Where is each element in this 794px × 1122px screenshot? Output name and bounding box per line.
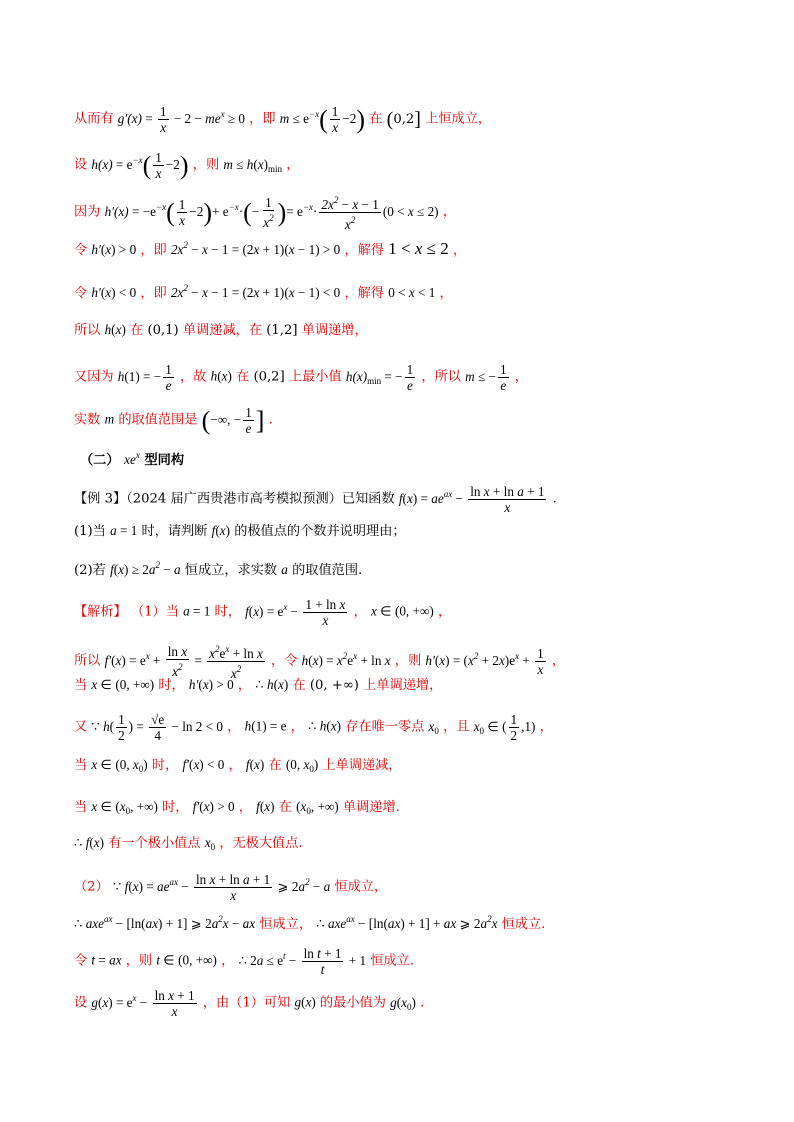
text: ，解得 <box>344 243 385 258</box>
text: 设 <box>74 995 88 1011</box>
formula: ∵ $f(x) = ae^{ax}$ − $\frac{\text{ln x + ln a + 1}}{x}$ ⩾ $2a^2 - a$ <box>112 872 331 903</box>
text: 当 <box>74 678 88 693</box>
text-line-6 <box>74 321 368 340</box>
formula: h(x) <box>210 368 232 384</box>
text: 存在唯一零点 <box>345 719 425 735</box>
text: ， <box>452 243 467 258</box>
text: 当 <box>74 800 88 815</box>
text: ， <box>353 604 367 620</box>
text: 当 <box>74 758 88 773</box>
formula: h′(x) > 0 <box>91 242 137 257</box>
formula: g′(x) = $\frac{1}{x}$ − $2 - me^x \ge 0$ <box>117 104 245 135</box>
formula: h(1) = e <box>244 718 287 734</box>
text: ，则 <box>125 953 153 969</box>
text: ，由（1）可知 <box>202 995 291 1011</box>
text: 恒成立， <box>259 917 313 932</box>
solution-line-3 <box>74 676 442 695</box>
formula: x ∈ (0, +∞) <box>371 603 434 619</box>
solution-line-4 <box>74 712 553 743</box>
text: 上单调递减， <box>322 758 402 773</box>
text: (1)当 <box>74 524 106 539</box>
text: 令 <box>74 953 88 969</box>
formula: $x_0$ <box>428 718 439 736</box>
text: ， <box>286 157 300 173</box>
text: ，且 <box>443 719 470 735</box>
formula: 0 < x < 1 <box>388 285 436 300</box>
text: 单调递增， <box>301 323 368 338</box>
text: ， <box>514 369 528 385</box>
text: 实数 <box>74 412 101 428</box>
formula: ∴ axe$^{ax}$ − [ln(ax) + 1] ⩾ $2a^2x$ − ax <box>74 914 256 931</box>
text: 上单调递增， <box>363 678 443 693</box>
text: 在 <box>268 758 282 773</box>
text: ，无极大值点. <box>219 836 303 851</box>
text: 设 <box>74 157 88 173</box>
solution-line-10 <box>74 946 414 977</box>
formula: ∵ h( $\frac{1}{2}$ ) = $\frac{√e}{4}$ − ln 2 < 0 <box>91 712 224 743</box>
text: 恒成立， <box>334 879 388 895</box>
formula: f′(x) > 0 <box>192 799 235 814</box>
text: 又 <box>74 719 88 735</box>
formula: h′(x) < 0 <box>91 285 137 300</box>
formula: (0,2] <box>253 369 285 385</box>
formula: ∴ f(x) <box>74 835 105 850</box>
formula: $h(x) = x^2e^x + \ln x$ <box>301 650 391 668</box>
formula: a <box>281 562 288 577</box>
text: ， <box>228 758 242 773</box>
text: ，解得 <box>344 286 385 301</box>
formula: a = 1 <box>183 603 211 619</box>
formula: (0,2] <box>386 108 421 131</box>
formula: $f(x) = ae^{ax}$ − $\frac{\text{ln x + ln a + 1}}{x}$ <box>398 484 545 515</box>
text: 从而有 <box>74 111 114 127</box>
formula: (0,1) <box>147 323 179 338</box>
formula: h(x) <box>104 322 126 337</box>
formula: f(x) <box>256 799 275 814</box>
formula: f(x) <box>211 523 230 538</box>
text-line-1 <box>74 104 491 135</box>
text: （二） <box>80 453 120 468</box>
section-heading <box>80 446 184 470</box>
text: ， <box>237 678 252 693</box>
solution-line-6 <box>74 798 400 820</box>
example-3 <box>74 484 557 515</box>
formula: $h(x) = e^{-x}$( $\frac{1}{x}$ −2) <box>91 150 189 181</box>
formula: $g(x_0)$ <box>390 994 416 1012</box>
text-line-4 <box>74 236 466 260</box>
text-line-2 <box>74 150 299 181</box>
text: 【解析】 <box>74 604 127 620</box>
text: 恒成立，求实数 <box>184 563 278 578</box>
formula: m <box>104 411 115 427</box>
text: ， <box>539 719 553 735</box>
text: ， <box>551 653 566 669</box>
formula: $h(x)_{min}$ = − $\frac{1}{e}$ <box>345 362 414 393</box>
formula: (0, $x_0$) <box>285 757 319 774</box>
formula: f′(x) < 0 <box>182 757 225 772</box>
solution-line-7 <box>74 834 303 856</box>
text: 恒成立. <box>370 953 415 969</box>
formula: $m \le h(x)_{min}$ <box>223 156 282 174</box>
formula: ∴ h(x) <box>255 677 289 692</box>
text-line-3 <box>74 193 456 232</box>
text: ，所以 <box>421 369 461 385</box>
text: 的取值范围. <box>292 563 363 578</box>
text: ，即 <box>140 243 167 258</box>
text: 上恒成立， <box>425 111 492 127</box>
question-2 <box>74 556 362 580</box>
text: ，令 <box>271 653 298 669</box>
formula: $2x^2 - x - 1 = (2x + 1)(x - 1) > 0$ <box>170 240 341 257</box>
formula: x ∈ (0, +∞) <box>91 677 155 692</box>
formula: g(x) <box>294 994 316 1010</box>
text: 【例 3】（2024 届广西贵港市高考模拟预测）已知函数 <box>74 491 395 507</box>
text: ， <box>227 719 241 735</box>
text: 时，请判断 <box>141 524 208 539</box>
formula: t ∈ (0, +∞) <box>156 952 217 968</box>
formula: $m \le e^{-x}$( $\frac{1}{x}$ −2) <box>279 104 366 135</box>
solution-line-8 <box>74 872 387 903</box>
text: ， <box>290 719 304 735</box>
text: 有一个极小值点 <box>108 836 201 851</box>
text: ，即 <box>249 111 276 127</box>
text: 时， <box>162 800 189 815</box>
formula: ∴ $2a \le e^t$ − $\frac{\text{ln t + 1}}{t}$ + 1 <box>238 946 367 977</box>
formula: (1,2] <box>266 323 298 338</box>
question-1 <box>74 522 406 541</box>
formula: h′(x) > 0 <box>188 677 234 692</box>
formula: f(x) <box>245 757 265 772</box>
formula: x ∈ (0, $x_0$) <box>91 757 148 774</box>
text: （1）当 <box>130 604 179 620</box>
text: ， <box>442 204 456 220</box>
text: 令 <box>74 286 88 301</box>
text: 在 <box>369 111 383 127</box>
formula: ∴ axe$^{ax}$ − [ln(ax) + 1] + ax ⩾ $2a^2x$ <box>316 914 498 931</box>
text: 上最小值 <box>288 369 342 385</box>
formula: $f(x) = e^x$ − $\frac{\text{1 + ln x}}{x}$ <box>245 597 346 628</box>
text: ，即 <box>140 286 167 301</box>
formula: ∴ h(x) <box>308 718 342 734</box>
text-line-8 <box>74 405 273 436</box>
text: ，则 <box>394 653 422 669</box>
text: ， <box>221 953 235 969</box>
text: 单调递增. <box>342 800 400 815</box>
formula: $f'(x) = e^x$ + $\frac{\text{ln x}}{x^2}$ = $\frac{x^2e^x + \ln x}{x^2}$ <box>104 644 263 681</box>
text: 恒成立. <box>501 917 546 932</box>
text: 的最小值为 <box>320 995 386 1011</box>
text: . <box>420 995 425 1011</box>
formula: $2x^2 - x - 1 = (2x + 1)(x - 1) < 0$ <box>170 283 341 300</box>
text: 所以 <box>74 323 101 338</box>
text: 所以 <box>74 653 101 669</box>
formula: h(1) = − $\frac{1}{e}$ <box>117 362 172 393</box>
text: ，故 <box>180 369 207 385</box>
formula: a = 1 <box>110 523 138 538</box>
formula: $h'(x) = (x^2 + 2x)e^x$ + $\frac{1}{x}$ <box>425 646 544 677</box>
text: 的取值范围是 <box>118 412 198 428</box>
text-line-5 <box>74 279 453 303</box>
formula: 1 < x ≤ 2 <box>388 239 449 258</box>
text: 时， <box>151 758 179 773</box>
text: 在 <box>292 678 306 693</box>
text-line-7 <box>74 362 528 393</box>
text: (2)若 <box>74 563 106 578</box>
formula: $x_0$ <box>204 835 216 852</box>
text: . <box>552 491 557 507</box>
solution-line-5 <box>74 756 402 778</box>
text: 单调递减，在 <box>182 323 263 338</box>
text: 因为 <box>74 204 101 220</box>
formula: ($x_0$, +∞) <box>296 799 339 816</box>
text: 时， <box>158 678 185 693</box>
formula: $g(x) = e^x$ − $\frac{\text{ln x + 1}}{x}$ <box>91 988 195 1019</box>
formula: $x_0$ ∈ ( $\frac{1}{2}$ ,1) <box>473 712 536 743</box>
text: ， <box>437 604 452 620</box>
formula: $h'(x) = -e^{-x}$( $\frac{1}{x}$ $-2)+ e^{-x}\cdot(-$ $\frac{1}{x^2}$ )= $e^{-x}\cdot$ $\frac{2x^2 - x - 1}{x^2}$ (0 < x ≤ 2) <box>104 195 439 232</box>
solution-line-9 <box>74 910 545 934</box>
formula: (−∞, − $\frac{1}{e}$ ] <box>201 405 265 436</box>
text: 的极值点的个数并说明理由； <box>234 524 406 539</box>
formula: m ≤ − $\frac{1}{e}$ <box>465 362 507 393</box>
text: 令 <box>74 243 88 258</box>
text: 型同构 <box>144 453 185 468</box>
text: 在 <box>236 369 250 385</box>
formula: $xe^x$ <box>124 450 140 467</box>
text: 时， <box>214 604 241 620</box>
solution-line-11 <box>74 988 424 1019</box>
formula: (0, +∞) <box>309 678 359 693</box>
text: ， <box>238 800 252 815</box>
formula: $f(x) \ge 2a^2 - a$ <box>110 560 181 577</box>
text: 在 <box>278 800 292 815</box>
formula: x ∈ ($x_0$, +∞) <box>91 799 158 816</box>
formula: t = ax <box>91 952 122 968</box>
text: 在 <box>130 323 144 338</box>
text: （2） <box>74 879 109 895</box>
text: . <box>268 412 273 428</box>
text: ， <box>439 286 453 301</box>
solution-line-1 <box>74 597 451 628</box>
text: 又因为 <box>74 369 114 385</box>
text: ，则 <box>192 157 220 173</box>
